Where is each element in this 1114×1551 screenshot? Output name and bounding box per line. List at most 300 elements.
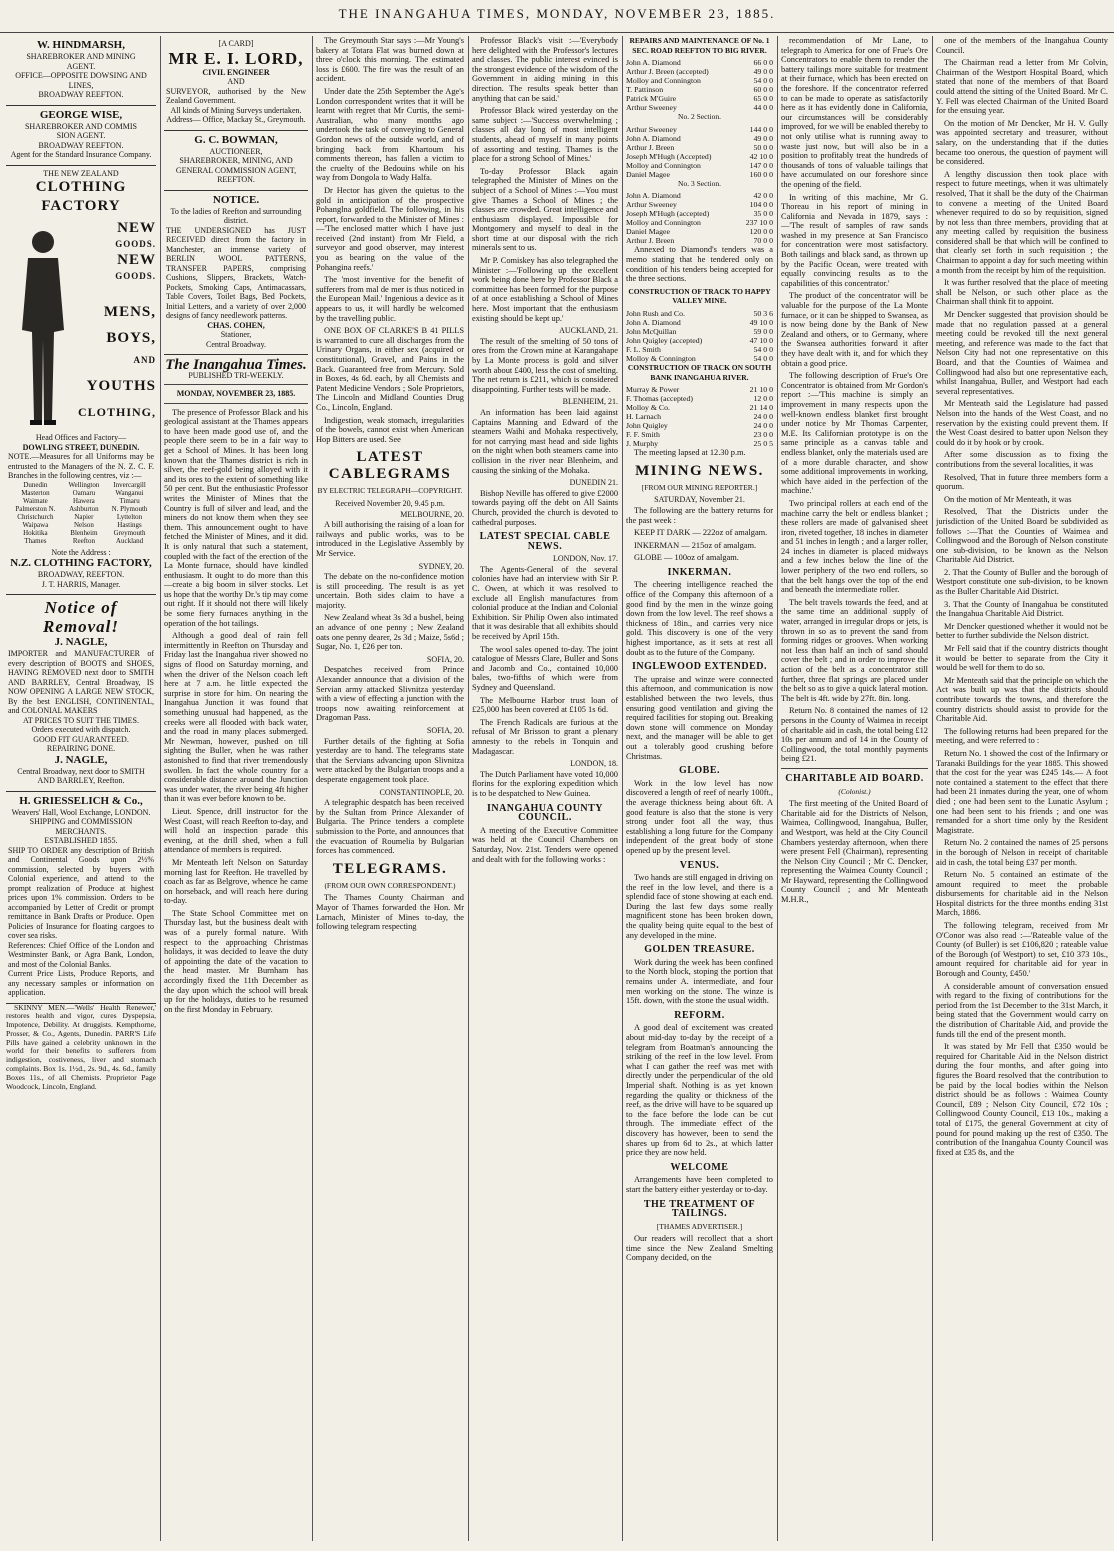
news-paragraph: The French Radicals are furious at the refusal of Mr Brisson to grant a plenary amnesty to the rebels in Tonquin and Madagascar. — [472, 717, 618, 756]
table-row — [626, 170, 773, 179]
tender-amount: 50 3 6 — [753, 308, 773, 318]
cable-paragraph: New Zealand wheat 3s 3d a bushel, being an advance of one penny ; New Zealand oats one penny dearer, 2s 3d ; Maize, 5s6d ; Sugar, No. 1, £26 per ton. — [316, 613, 464, 652]
section-subheading: No. 3 Section. — [678, 178, 721, 188]
news-paragraph: Return No. 1 showed the cost of the Infirmary or Taranaki Buildings for the year 1885. This showed that the cost for the year was £245 14s.— A foot note contained a statement to the effect that there had been 21 inmates during the year, one of whom died ; one had been sent to the Lunatic Asylum ; one had been sent to his friends ; and one was remanded for a short time only by the Resident Magistrate. — [936, 748, 1108, 835]
dateline: BLENHEIM, 21. — [562, 397, 618, 407]
section-subheading: REPAIRS AND MAINTENANCE OF No. 1 SEC. ROAD REEFTON TO BIG RIVER. — [629, 36, 770, 55]
table-row — [8, 497, 154, 505]
news-paragraph: The Greymouth Star says :—Mr Young's bakery at Totara Flat was burned down at three o'clock this morning. The estimated loss is £600. The fire was the result of an accident. — [316, 36, 464, 84]
tender-table — [626, 309, 773, 363]
town-cell: Invercargill — [113, 480, 146, 489]
tender-amount: 47 10 0 — [749, 335, 773, 345]
table-row — [626, 354, 773, 363]
tender-name: F. Thomas (accepted) — [626, 394, 693, 404]
ad-line: REPAIRING DONE. — [46, 744, 116, 753]
tender-name: John A. Diamond — [626, 191, 681, 201]
tender-name: Arthur J. Breen — [626, 236, 675, 246]
tender-amount: 44 0 0 — [753, 103, 773, 113]
tender-amount: 59 0 0 — [753, 326, 773, 336]
news-paragraph: Return No. 8 contained the names of 12 persons in the County of Waimea in receipt of charitable aid in cash, the total being £12 10s per annum and of 14 in the County of Collingwood, the total monthly payments being £21. — [781, 706, 928, 764]
news-paragraph: Indigestion, weak stomach, irregularities of the bowels, cannot exist when American Hop Bitters are used. See — [316, 415, 464, 444]
news-paragraph: A meeting of the Executive Committee was held at the Council Chambers on Saturday, Nov. 21st. Tenders were opened and dealt with for the following works : — [472, 825, 618, 864]
ad-line: SHAREBROKER, MINING, AND GENERAL COMMISSION AGENT, — [175, 156, 297, 175]
news-paragraph: Return No. 2 contained the names of 25 persons in the borough of Nelson in receipt of charitable aid in cash, the total being £37 per month. — [936, 838, 1108, 867]
town-cell: Reefton — [72, 536, 95, 545]
town-cell: Nelson — [73, 520, 94, 529]
ad-line: Note the Address : — [51, 547, 111, 557]
news-paragraph: A considerable amount of conversation ensued with regard to the fixing of contributions for the period from the 1st December to the 31st March, it being stated that the Government would carry on the distribution of Charitable Aid, and provide the funds till the end of the present month. — [936, 981, 1108, 1039]
ad-line: Central Broadway. — [206, 339, 266, 349]
tender-amount: 24 0 0 — [753, 421, 773, 431]
section-heading: INGLEWOOD EXTENDED. — [631, 661, 768, 673]
news-paragraph: Resolved, That in future three members form a quorum. — [936, 472, 1108, 492]
dateline: SOFIA, 20. — [426, 654, 464, 664]
town-cell: Dunedin — [23, 480, 48, 489]
tender-name: Molloy & Co. — [626, 403, 670, 413]
column-2 — [164, 36, 308, 1546]
table-row — [626, 191, 773, 200]
section-heading: REFORM. — [674, 1009, 725, 1021]
section-heading: THE TREATMENT OF TAILINGS. — [643, 1198, 756, 1220]
news-paragraph: An information has been laid against Captains Manning and Edward of the steamers Waihi and Mohaka respectively, for not carrying mast head and side lights on the night when both steamers came into collision in the river near Blenheim, and causing the sinking of the Mohaka. — [472, 407, 618, 475]
news-paragraph: recommendation of Mr Lane, to telegraph to America for one of Frue's Ore Concentrators to enable them to render the battery tailings more suitable for treatment at their furnace, which has been erected on the foreshore. If the concentrator referred to can be made to operate as satisfactorily here as it has evidently done in California, our circumstances will be considerably improved, for we will be enabled thereby to not only utilise what is running away to waste just now, but will also be in a position to profitably treat the hundreds of thousands of tons of valuable tailings that have accumulated on our foreshore since the opening of the field. — [781, 36, 928, 189]
battery-return: KEEP IT DARK — 222oz of amalgam. — [634, 528, 768, 538]
ad-line: AND — [227, 77, 245, 86]
section-heading: TELEGRAMS. — [332, 860, 448, 877]
news-paragraph: Dr Hector has given the quietus to the gold in anticipation of the prospective Pohanglna goldfield. The following, in his report, forwarded to the Minister of Mines :—'The enclosed matter which I have just received (2nd instant) from Mr Field, a surveyor and good observer, may interest you as bearing on the value of the Pohangina reefs.' — [316, 185, 464, 272]
town-cell: Masterton — [21, 488, 50, 497]
column-rule — [160, 36, 161, 1541]
table-row — [626, 125, 773, 134]
section-subheading: BY ELECTRIC TELEGRAPH—COPYRIGHT. — [317, 486, 463, 496]
editorial-paragraph: Mr Menteath left Nelson on Saturday morning last for Reefton. He travelled by coach as far as Belgrove, whence he came on horseback, and will reach here during to-day. — [164, 857, 308, 906]
ad-title: NOTICE. — [212, 193, 260, 206]
news-paragraph: Arrangements have been completed to start the battery either yesterday or to-day. — [626, 1175, 773, 1194]
tender-name: Molloy and Connington — [626, 160, 701, 170]
tender-table — [626, 385, 773, 448]
table-row — [8, 489, 154, 497]
town-cell: Hawera — [73, 496, 95, 505]
ad-line: CIVIL ENGINEER — [202, 67, 270, 77]
tender-name: Arthur Sweeney — [626, 124, 677, 134]
news-paragraph: Professor Black wired yesterday on the same subject :—'Success overwhelming ; classes all day long of most intelligent students, ahead of myself in many points of assorting and testing. Thames is the place for a strong School of Mines.' — [472, 106, 618, 164]
tender-amount: 54 0 0 — [753, 76, 773, 86]
news-paragraph: Return No. 5 contained an estimate of the amount required to meet the probable disbursements for charitable aid in the Nelson Hospital districts for the three months ending 31st March, 1886. — [936, 870, 1108, 918]
paper-title: The Inangahua Times. — [165, 357, 307, 373]
ad-body: SHIP TO ORDER any description of British and Continental Goods upon 2½% commission, selected by buyers with Colonial experience, and attend to the prompt realization of Produce at highest prices upon 1% commission. Orders to be accompanied by Letter of Credit or prompt remittance in Bank Drafts or Produce. Open Policies of Insurance for floating cargoes to cover sea risks. — [8, 845, 154, 940]
lord-card-ad — [164, 36, 308, 131]
tender-name: F. L. Smith — [626, 344, 661, 354]
ad-body: References: Chief Office of the London and Westminster Bank, or Agra Bank, London, and most of the Colonial Banks. — [8, 940, 154, 969]
tender-amount: 54 0 0 — [753, 353, 773, 363]
section-subheading: No. 2 Section. — [678, 112, 721, 122]
column-3 — [316, 36, 464, 1546]
news-paragraph: Mr Menteath said the Legislature had passed Nelson into the hands of the West Coast, and no reservation by the existing could prevent them. If the West Coast desired to batter upon Nelson they could do it by hook or by crook. — [936, 399, 1108, 447]
table-row — [626, 58, 773, 67]
dateline: CONSTANTINOPLE, 20. — [379, 787, 464, 797]
ad-word: BOYS, — [106, 330, 156, 346]
town-cell: Hastings — [117, 520, 142, 529]
tender-name: Joseph M'Hugh (accepted) — [626, 209, 710, 219]
table-row — [8, 481, 154, 489]
tender-amount: 12 0 0 — [753, 394, 773, 404]
ad-body: Current Price Lists, Produce Reports, and any necessary samples or information on application. — [8, 969, 154, 997]
tender-amount: 147 0 0 — [749, 160, 773, 170]
ad-line: Agent for the Standard Insurance Company. — [10, 150, 152, 159]
table-row — [8, 505, 154, 513]
section-subheading: (FROM OUR OWN CORRESPONDENT.) — [324, 880, 456, 890]
section-heading: MINING NEWS. — [635, 462, 764, 479]
news-paragraph: The cheering intelligence reached the office of the Company this afternoon of a good find by the men in the winze going down from the low level. The reef shows a thickness of 18in., and carries very nice gold. This discovery is one of the very highest importance, as it sets at rest all doubt as to the future of the Company. — [626, 580, 773, 657]
tender-amount: 104 0 0 — [749, 200, 773, 210]
cohen-notice-ad — [164, 191, 308, 356]
section-subheading: (Colonist.) — [838, 786, 871, 796]
news-paragraph: It was further resolved that the place of meeting shall be Nelson, or such other place as the Chairman shall think fit to appoint. — [936, 278, 1108, 307]
ad-line: AGENT. — [66, 61, 96, 71]
battery-return: INKERMAN — 215oz of amalgam. — [634, 540, 757, 550]
ad-line: J. T. HARRIS, Manager. — [41, 579, 121, 589]
ad-body: THE UNDERSIGNED has JUST RECEIVED direct from the factory in Manchester, an immense variety of BERLIN WOOL PATTERNS, TRANSFER PAPERS, comprising Cushions, Slippers, Brackets, Watch-Pockets, Smoking Caps, Antimacassars, Table Covers, Toilet Bags, Bed Pockets, Initial Letters, and a variety of over 2,000 designs of fancy needlework patterns. — [166, 225, 306, 320]
ad-line: BROADWAY REEFTON. — [38, 90, 124, 99]
news-paragraph: Mr Fell said that if the country districts thought it would be better to separate from the City it would be well for them to do so. — [936, 644, 1108, 673]
column-rule — [312, 36, 313, 1541]
news-paragraph: Annexed to Diamond's tenders was a memo stating that he tendered only on condition of his tenders being accepted for the three sections. — [626, 245, 773, 284]
table-row — [626, 236, 773, 245]
news-paragraph: The following returns had been prepared for the meeting, and were referred to : — [936, 726, 1108, 746]
table-row — [626, 200, 773, 209]
table-row — [8, 537, 154, 545]
ad-name: G. C. BOWMAN, — [194, 133, 278, 146]
tender-amount: 23 0 0 — [753, 430, 773, 440]
ad-line: Head Offices and Factory— — [35, 433, 127, 442]
town-cell: N. Plymouth — [111, 504, 148, 513]
ad-word: NEW — [117, 220, 156, 236]
section-heading: GLOBE. — [678, 765, 721, 777]
news-paragraph: Mr Dencker suggested that provision should be made that no regulation passed at a general meeting could be revoked till the next general meeting, and reference was made to the fact that Nelson City had not one representative on this Board, and that the Counties of Waimea and Collingwood had also but one representative each, whilst Inangahua, Buller, and Westport had each several representatives. — [936, 310, 1108, 396]
ad-line: Central Broadway, next door to SMITH AND BARRLEY, Reefton. — [17, 766, 145, 785]
ad-line: BROADWAY, REEFTON. — [37, 570, 125, 579]
table-row — [626, 421, 773, 430]
town-cell: Wanganui — [115, 488, 144, 497]
tender-name: J. Murphy — [626, 439, 659, 449]
tender-amount: 21 14 0 — [749, 403, 773, 413]
town-cell: Timaru — [119, 496, 140, 505]
tender-name: John McQuillan — [626, 326, 677, 336]
news-paragraph: Mr Menteath said that the principle on which the Act was built up was that the districts should contribute towards the towns, and therefore the country districts should assist to provide for the Charitable Aid. — [936, 675, 1108, 724]
news-paragraph: The Dutch Parliament have voted 10,000 florins for the exploring expedition which is to be despatched to New Guinea. — [472, 769, 618, 798]
tender-name: John Quigley (accepted) — [626, 335, 703, 345]
column-5 — [626, 36, 773, 1546]
ad-word: GOODS. — [115, 271, 156, 281]
tender-name: H. Larnach — [626, 412, 662, 422]
griesselich-ad — [6, 792, 156, 1004]
news-paragraph: Under date the 25th September the Age's London correspondent writes that it will be learnt with regret that Mr Curtis, the semi-Australian, who many months ago undertook the task of conveying to General Gordon news of the outside world, and of bringing back from Khartoum his comments thereon, has fallen a victim to the cruelty of the Bedouins while on his way from Dongola to Wady Halfa. — [316, 86, 464, 183]
table-row — [8, 529, 154, 537]
dateline: SOFIA, 20. — [426, 726, 464, 735]
table-row — [8, 513, 154, 521]
section-heading: LATEST SPECIAL CABLE NEWS. — [479, 531, 611, 552]
table-row — [626, 336, 773, 345]
tender-name: John Quigley — [626, 421, 668, 431]
cable-paragraph: A telegraphic despatch has been received by the Sultan from Prince Alexander of Bulgaria. The Prince tenders a complete submission to the Porte, and announces that the evacuation of Roumelia by Bulgarian forces has commenced. — [316, 798, 464, 856]
dateline: AUCKLAND, 21. — [559, 326, 618, 336]
column-6 — [781, 36, 928, 1546]
hindmarsh-ad — [6, 36, 156, 106]
tender-name: F. F. Smith — [626, 430, 660, 440]
ad-word: GOODS. — [115, 239, 156, 249]
news-paragraph: Two hands are still engaged in driving on the reef in the low level, and there is a splendid face of stone showing at each end. During the last few days some really magnificent stone has been broken down, the quality being quite equal to the best of any developed in the mine. — [626, 873, 773, 940]
bowman-ad — [164, 131, 308, 191]
news-paragraph: The 'most inventive for the benefit of sufferers from mal de mer is thus noticed in the European Mail.' Ingenious a device as it appears to us, it will hardly be welcomed by the travelling public. — [316, 275, 464, 323]
table-row — [626, 94, 773, 103]
tender-name: Molloy and Connington — [626, 218, 701, 228]
editorial-paragraph: Although a good deal of rain fell intermittently in Reefton on Thursday and Friday last the Inangahua river showed no signs of flood on Saturday morning, and when the driver of the Nelson coach left here at 7 a.m. he little expected the surprise in store for him. On nearing the Inangahua Junction it was found that something unusual had happened, as the creeks were all flooded with back water, and the road in many places submerged. Mr Newman, however, pushed on till sighting the Buller, when he was rather astonished to find that river tremendously swollen. In fact the whole country for a considerable distance around the Junction was under water, the river being 4ft higher than it was ever before known to be. — [164, 631, 308, 804]
table-row — [626, 152, 773, 161]
dateline: Received November 20, 9.45 p.m. — [335, 498, 445, 508]
paper-subtitle: PUBLISHED TRI-WEEKLY. — [188, 370, 284, 380]
table-row — [626, 385, 773, 394]
pills-ad: SKINNY MEN.—'Wells' Health Renewer,' restores health and vigor, cures Dyspepsia, Impotence, Debility. At druggists. Kempthorne, Prosser, & Co., Agents, Dunedin. PARR'S Life Pills have gained a celebrity unknown in the world for their benefits to sufferers from indigestion, costiveness, liver and stomach complaints. Box 1s. 1½d., 2s. 9d., 4s. 6d., family Boxes 11s., of all Chemists. Proprietor Page Woodcock, Lincoln, England. — [6, 1002, 156, 1091]
table-row — [626, 227, 773, 236]
ad-line: SION AGENT. — [56, 131, 106, 140]
news-paragraph: Work in the low level has now discovered a length of reef of nearly 100ft., the average thickness being about 6ft. A good feature is also that the stone is very strong under foot all the way, thus establishing a long future for the Company independent of the great body of stone opened up by the present level. — [626, 778, 773, 855]
town-cell: Wellington — [68, 480, 100, 489]
ad-body: SURVEYOR, authorised by the New Zealand Government. — [166, 86, 306, 105]
column-rule — [777, 36, 778, 1541]
ad-line: NOTE.—Measures for all Uniforms may be entrusted to the Managers of the N. Z. C. F. Branches in the following centres, viz :— — [8, 452, 154, 480]
section-heading: VENUS. — [679, 859, 720, 871]
editorial-paragraph: The presence of Professor Black and his geological assistant at the Thames appears to have been made good use of, and the people there seem to be in a fair way to get a School of Mines. It has been long known that the Thames district is rich in silver, the reef-gold being alloyed with it and its ores to the extent of something like 50 per cent. But the enthusiastic Professor writes the Minister of Mines that the Country is full of silver and lead, and the miners do not know them when they see them. This announcement ought to have fetched the Minister of Mines, and it did. It is only natural that such a statement, coupled with the fact of the erection of the La Monte furnace, should have kindled enthusiasm. It ought to do more than this —create a big boom in silver stocks. Let us hope that the worthy Dr.'s tip may come out right. If it should not there will likely be some fiery furnaces anything in the operation of the hot tailings. — [164, 407, 308, 628]
table-row — [626, 327, 773, 336]
town-cell: Ashburton — [69, 504, 99, 513]
news-paragraph: The following description of Frue's Ore Concentrator is obtained from Mr Gordon's report :—'This machine is simply an improvement in many respects upon the well-known endless blanket first brought under notice by Mr Thomas Carpenter, M.E. Its Californian prototype is on the same principle as a canvas table and endless blanket, only the materials used are of a more durable character, and show some additional improvements in working, which have aided in the perfection of the machine.' — [781, 371, 928, 496]
removal-ad — [6, 595, 156, 792]
dateline: LONDON, Nov. 17. — [552, 554, 618, 564]
news-paragraph: 3. That the County of Inangahua be constituted the Inangahua Charitable Aid District. — [936, 599, 1108, 619]
town-cell: Waipawa — [22, 520, 49, 529]
ad-line: GOOD FIT GUARANTEED. — [33, 734, 129, 744]
ad-word: CLOTHING, — [78, 405, 156, 419]
tender-name: Joseph M'Hugh (Accepted) — [626, 151, 712, 161]
section-subheading: CONSTRUCTION OF TRACK TO HAPPY VALLEY MINE. — [628, 286, 771, 306]
town-cell: Waimate — [23, 496, 48, 505]
table-row — [626, 209, 773, 218]
table-row — [626, 85, 773, 94]
tender-name: Molloy & Connington — [626, 353, 696, 363]
tender-name: Molloy and Connington — [626, 76, 701, 86]
column-rule — [622, 36, 623, 1541]
tender-amount: 21 10 0 — [749, 385, 773, 395]
cable-paragraph: The debate on the no-confidence motion is still proceeding. The result is as yet uncertain. Both sides claim to have a majority. — [316, 572, 464, 610]
wise-ad — [6, 106, 156, 166]
news-paragraph: The belt travels towards the feed, and at the same time an additional supply of water, arranged in irregular drops or jets, is thrown in so as to prevent the sand from forming ridges or grooves. When working not less than half an inch of sand should cover the belt ; and in order to improve the action of the belt as a concentrator still further, three flat springs are placed under the belt so as to give a quick lateral motion. The belt is 4ft. wide by 27ft. 8in. long. — [781, 597, 928, 703]
tender-name: John A. Diamond — [626, 133, 681, 143]
news-paragraph: Mr P. Comiskey has also telegraphed the Minister :—'Following up the excellent work being done here by Professor Black a committee has been formed for the purpose of at once establishing a School of Mines here. Most important that the enthusiasm existing should be kept up.' — [472, 256, 618, 323]
news-paragraph: 2. That the County of Buller and the borough of Westport constitute one sub-division, to be known as the Buller Charitable Aid District. — [936, 567, 1108, 597]
ad-name: GEORGE WISE, — [39, 108, 123, 121]
news-paragraph: Two principal rollers at each end of the machine carry the belt or endless blanket ; these rollers are made of galvanised sheet iron, riveted together, 18 inches in diameter and 51 inches in length ; and a larger roller, 24 inches in diameter is placed midways and a few inches below the line of the lower periphery of the two end rollers, so that the belt hangs over the top of the end and beneath the intermediate roller. — [781, 498, 928, 595]
ad-line: To the ladies of Reefton and surrounding district. — [170, 206, 302, 225]
tender-name: Daniel Magee — [626, 227, 670, 237]
section-subheading: [FROM OUR MINING REPORTER.] — [641, 482, 758, 492]
news-paragraph: The following are the battery returns for the past week : — [626, 505, 773, 525]
table-row — [626, 76, 773, 85]
tender-name: Murray & Power — [626, 385, 680, 395]
news-paragraph: The Thames County Chairman and Mayor of Thames forwarded the Hon. Mr Larnach, Minister of Mines to-day, the following telegram respecting — [316, 893, 464, 932]
cable-paragraph: A bill authorising the raising of a loan for railways and public works, was to be introduced in the Legislative Assembly by Mr Service. — [316, 520, 464, 558]
tender-amount: 49 0 0 — [753, 133, 773, 143]
clothing-factory-ad — [6, 166, 156, 596]
ad-name: J. NAGLE, — [54, 636, 108, 648]
column-1 — [6, 36, 156, 1546]
news-paragraph: ONE BOX OF CLARKE'S B 41 PILLS is warranted to cure all discharges from the Urinary Organs, in either sex (acquired or constitutional), Gravel, and Pains in the Back. Guaranteed free from Mercury. Sold in Boxes, 4s 6d. each, by all Chemists and Patent Medicine Vendors ; Sole Proprietors, The Lincoln and Midland Counties Drug Co., Lincoln, England. — [316, 326, 464, 412]
ad-line: SHAREBROKER AND MINING — [26, 52, 136, 61]
ad-title: CLOTHING FACTORY — [35, 179, 127, 214]
ad-line: ESTABLISHED 1855. — [44, 836, 118, 845]
column-rule — [468, 36, 469, 1541]
town-cell: Auckland — [115, 536, 144, 545]
ad-word: AND — [133, 355, 156, 365]
news-paragraph: The result of the smelting of 50 tons of ores from the Crown mine at Karangahape by La Monte process is gold and silver worth about £400, less the cost of smelting. The net return is £211, which is considered disappointing. Further tests will be made. — [472, 336, 618, 394]
section-heading: INANGAHUA COUNTY COUNCIL. — [486, 802, 604, 824]
tender-table — [626, 58, 773, 112]
news-paragraph: To-day Professor Black again telegraphed the Minister of Mines on the subject of a School of Mines :—You must give Thames a School of Mines ; the classes are crowded. Great intelligence and enthusiasm displayed. Impossible for Montgomery and myself to deal in the short time at our disposal with the rich minerals sent to us. — [472, 166, 618, 253]
tender-name: Arthur J. Breen — [626, 142, 675, 152]
tender-amount: 25 0 5 — [753, 439, 773, 449]
editorial-paragraph: Lieut. Spence, drill instructor for the West Coast, will reach Reefton to-day, and will hold an inspection parade this evening, at the drill shed, when a full attendance of members is required. — [164, 806, 308, 855]
tender-amount: 144 0 0 — [749, 124, 773, 134]
tender-amount: 24 0 0 — [753, 412, 773, 422]
news-paragraph: A good deal of excitement was created about mid-day to-day by the receipt of a telegram from Boatman's announcing the striking of the reef in the low level. From what I can gather the reef was met with directly under the perpendicular of the old Imperial shaft. Nothing is as yet known regarding the quality or thickness of the reef, as the drive will have to be squared up to the face before the lode can be cut through. The immediate effect of the discovery has however, been to send the shares up from 6d to 2s., at which latter price they are now held. — [626, 1023, 773, 1158]
tender-name: John A. Diamond — [626, 58, 681, 68]
news-paragraph: Our readers will recollect that a short time since the New Zealand Smelting Company decided, on the — [626, 1234, 773, 1263]
ad-body: IMPORTER and MANUFACTURER of every description of BOOTS and SHOES, HAVING REMOVED next door to SMITH AND BARRLEY, Central Broadway, IS NOW OPENING A LARGE NEW STOCK, By the best ENGLISH, CONTINENTAL, and COLONIAL MAKERS — [8, 649, 154, 715]
ad-name: MR E. I. LORD, — [168, 48, 304, 68]
table-row — [626, 345, 773, 354]
town-cell: Blenheim — [70, 528, 98, 537]
tender-name: Arthur J. Breen (accepted) — [626, 67, 709, 77]
town-cell: Napier — [74, 512, 94, 521]
section-heading: LATEST CABLEGRAMS — [328, 449, 452, 483]
ad-word: NEW — [117, 252, 156, 268]
ad-line: REEFTON. — [217, 175, 255, 184]
table-row — [626, 430, 773, 439]
paper-nameplate — [164, 357, 308, 404]
tender-name: Daniel Magee — [626, 169, 670, 179]
news-paragraph: The Melbourne Harbor trust loan of £25,000 has been covered at £105 1s 6d. — [472, 695, 618, 715]
tender-name: Arthur Sweeney — [626, 200, 677, 210]
tender-amount: 54 0 0 — [753, 344, 773, 354]
tender-name: Patrick M'Guire — [626, 94, 677, 104]
table-row — [626, 439, 773, 448]
table-row — [626, 218, 773, 227]
ad-name: CHAS. COHEN, — [207, 320, 265, 330]
tender-amount: 50 0 0 — [753, 142, 773, 152]
town-cell: Palmerston N. — [15, 504, 56, 513]
ad-line: SHIPPING and COMMISSION MERCHANTS. — [29, 817, 133, 836]
news-paragraph: The product of the concentrator will be valuable for the purpose of the La Monte furnace, or it can be shipped to Swansea, as is now being done by the Bank of New Zealand and others, or to Germany, where the Swansea authorities forward it after they have dealt with it, and for which they obtain a good price. — [781, 291, 928, 368]
dateline: LONDON, 18. — [570, 759, 618, 769]
tender-amount: 35 0 0 — [753, 209, 773, 219]
news-paragraph: The meeting lapsed at 12.30 p.m. — [634, 448, 746, 458]
table-row — [626, 161, 773, 170]
news-paragraph: After some discussion as to fixing the contributions from the several localities, it was — [936, 450, 1108, 469]
dateline: MELBOURNE, 20. — [400, 509, 464, 519]
tender-amount: 66 0 0 — [753, 58, 773, 68]
section-subheading: CONSTRUCTION OF TRACK ON SOUTH BANK INANGAHUA RIVER. — [627, 362, 772, 382]
ad-line: THE NEW ZEALAND — [43, 168, 119, 178]
ad-line: BROADWAY REEFTON. — [38, 140, 124, 150]
ad-line: AT PRICES TO SUIT THE TIMES. — [22, 715, 140, 725]
column-7 — [936, 36, 1108, 1546]
man-figure-illustration — [8, 220, 78, 430]
news-paragraph: It was stated by Mr Fell that £350 would be required for Charitable Aid in the Nelson district during the four months, and after going into figures the Board resolved that the contribution to be paid by the local bodies within the Nelson district should be as follows : Waimea County Council, £89 ; Nelson City Council, £72 10s ; Collingwood County Council, £13 10s., making a total of £175, the general Government at city of pound for pound making up the rest of £350. The contribution of the Inangahua County Council was fixed at £35 8s, and the — [936, 1042, 1108, 1157]
cable-paragraph: Despatches received from Prince Alexander announce that a division of the Servian army attacked Slivnitza yesterday with a view of effecting a junction with the troops now awaiting reinforcement at Dragoman Pass. — [316, 665, 464, 723]
editorial-paragraph: The State School Committee met on Thursday last, but the business dealt with was of a purely formal nature. With respect to the approaching Christmas holidays, it was decided to leave the duty of appointing the date of the vacation to the head master. Mr Burnham has accordingly fixed the 11th December as the day upon which the school will break up for the holidays, duties to be resumed on the first Monday in February. — [164, 908, 308, 1014]
tender-table — [626, 125, 773, 179]
ad-word: MENS, — [103, 304, 156, 320]
column-rule — [932, 36, 933, 1541]
table-row — [626, 134, 773, 143]
paper-date: MONDAY, NOVEMBER 23, 1885. — [176, 389, 296, 399]
tender-table — [626, 191, 773, 245]
ad-title: N.Z. CLOTHING FACTORY, — [10, 557, 152, 569]
ad-line: Orders executed with dispatch. — [31, 725, 131, 734]
table-row — [626, 394, 773, 403]
tender-amount: 60 0 0 — [753, 85, 773, 95]
ad-title: Notice of Removal! — [43, 598, 119, 636]
section-heading: CHARITABLE AID BOARD. — [785, 772, 924, 784]
town-cell: Greymouth — [113, 528, 146, 537]
news-paragraph: The wool sales opened to-day. The joint catalogue of Messrs Clare, Buller and Sons and Jacomb and Co., contained 10,000 bales, two-fifths of which were from Sydney and Queensland. — [472, 644, 618, 692]
ad-name: W. HINDMARSH, — [37, 39, 125, 51]
table-row — [8, 521, 154, 529]
ad-line: [A CARD] — [218, 39, 254, 48]
news-paragraph: In writing of this machine, Mr G. Thoreau in his report of mining in California and Nevada in 1879, says :—'The result of samples of raw sands washed in my presence at San Francisco for concentration were most satisfactory. Both tailings and black sand, as thrown up by the Pacific Ocean, were treated with equally convincing results as to the capabilities of this concentrator.' — [781, 192, 928, 288]
ad-name: H. GRIESSELICH & Co., — [19, 794, 143, 807]
ad-line: Weavers' Hall, Wool Exchange, LONDON. — [11, 807, 151, 817]
branch-towns-table — [8, 481, 154, 545]
tender-amount: 120 0 0 — [749, 227, 773, 237]
cable-paragraph: Further details of the fighting at Sofia yesterday are to hand. The telegrams state that the Servians advancing upon Slivnitza were attacked by the Bulgarian troops and a desperate engagement took place. — [316, 736, 464, 784]
town-cell: Oamaru — [72, 488, 96, 497]
town-cell: Lyttelton — [116, 512, 143, 521]
table-row — [626, 103, 773, 112]
tender-amount: 237 10 0 — [745, 218, 773, 228]
battery-return: GLOBE — 100oz of amalgam. — [634, 553, 739, 563]
news-paragraph: On the motion of Mr Dencker, Mr H. V. Gully was appointed secretary and treasurer, without salary, on the understanding that if the duties became too onerous, the question of payment will be considered. — [936, 118, 1108, 167]
tender-amount: 42 10 0 — [749, 151, 773, 161]
dateline: SYDNEY, 20. — [418, 561, 464, 571]
column-4 — [472, 36, 618, 1546]
section-subheading: [THAMES ADVERTISER.] — [656, 1221, 743, 1231]
tender-amount: 70 0 0 — [753, 236, 773, 246]
news-paragraph: Resolved, That the Districts under the jurisdiction of the United Board be subdivided as follows :—That the Counties of Waimea and Collingwood and the Borough of Nelson constitute one sub-division, to be known as the Nelson Charitable Aid District. — [936, 507, 1108, 565]
news-paragraph: Mr Dencker questioned whether it would not be better to further subdivide the Nelson district. — [936, 621, 1108, 641]
news-paragraph: The Chairman read a letter from Mr Colvin, Chairman of the Westport Hospital Board, which stated that none of the members of that Board could attend the sitting of the United Board. Mr C. Y. Fell was elected Chairman of the United Board for the ensuing year. — [936, 58, 1108, 116]
tender-amount: 65 0 0 — [753, 94, 773, 104]
town-cell: Christchurch — [17, 512, 54, 521]
section-heading: WELCOME — [670, 1161, 729, 1173]
tender-name: Arthur Sweeney — [626, 103, 677, 113]
ad-line: DOWLING STREET, DUNEDIN. — [22, 442, 140, 452]
town-cell: Thames — [24, 536, 47, 545]
section-heading: INKERMAN. — [667, 566, 732, 578]
news-paragraph: The following telegram, received from Mr O'Conor was also read :—'Rateable value of the County (of Buller) is set £106,820 ; rateable value of the Borough (of Westport) to set, £10 373 10s., amount required for charitable aid for year in Borough and County, £450.' — [936, 921, 1108, 979]
ad-line: Address— Office, Mackay St., Greymouth. — [166, 115, 306, 124]
news-paragraph: The first meeting of the United Board of Charitable aid for the Districts of Nelson, Waimea, Collingwood, Inangahua, Buller, and Westport, was held at the City Council Chambers yesterday afternoon, when there were present Fell (Chairman), representing the Nelson City Council ; Mr C. Dencker, representing the Waimea County Council ; Mr Hayward, representing the Collingwood County Council ; and Mr Menteath M.H.R., — [781, 799, 928, 905]
tender-amount: 160 0 0 — [749, 169, 773, 179]
